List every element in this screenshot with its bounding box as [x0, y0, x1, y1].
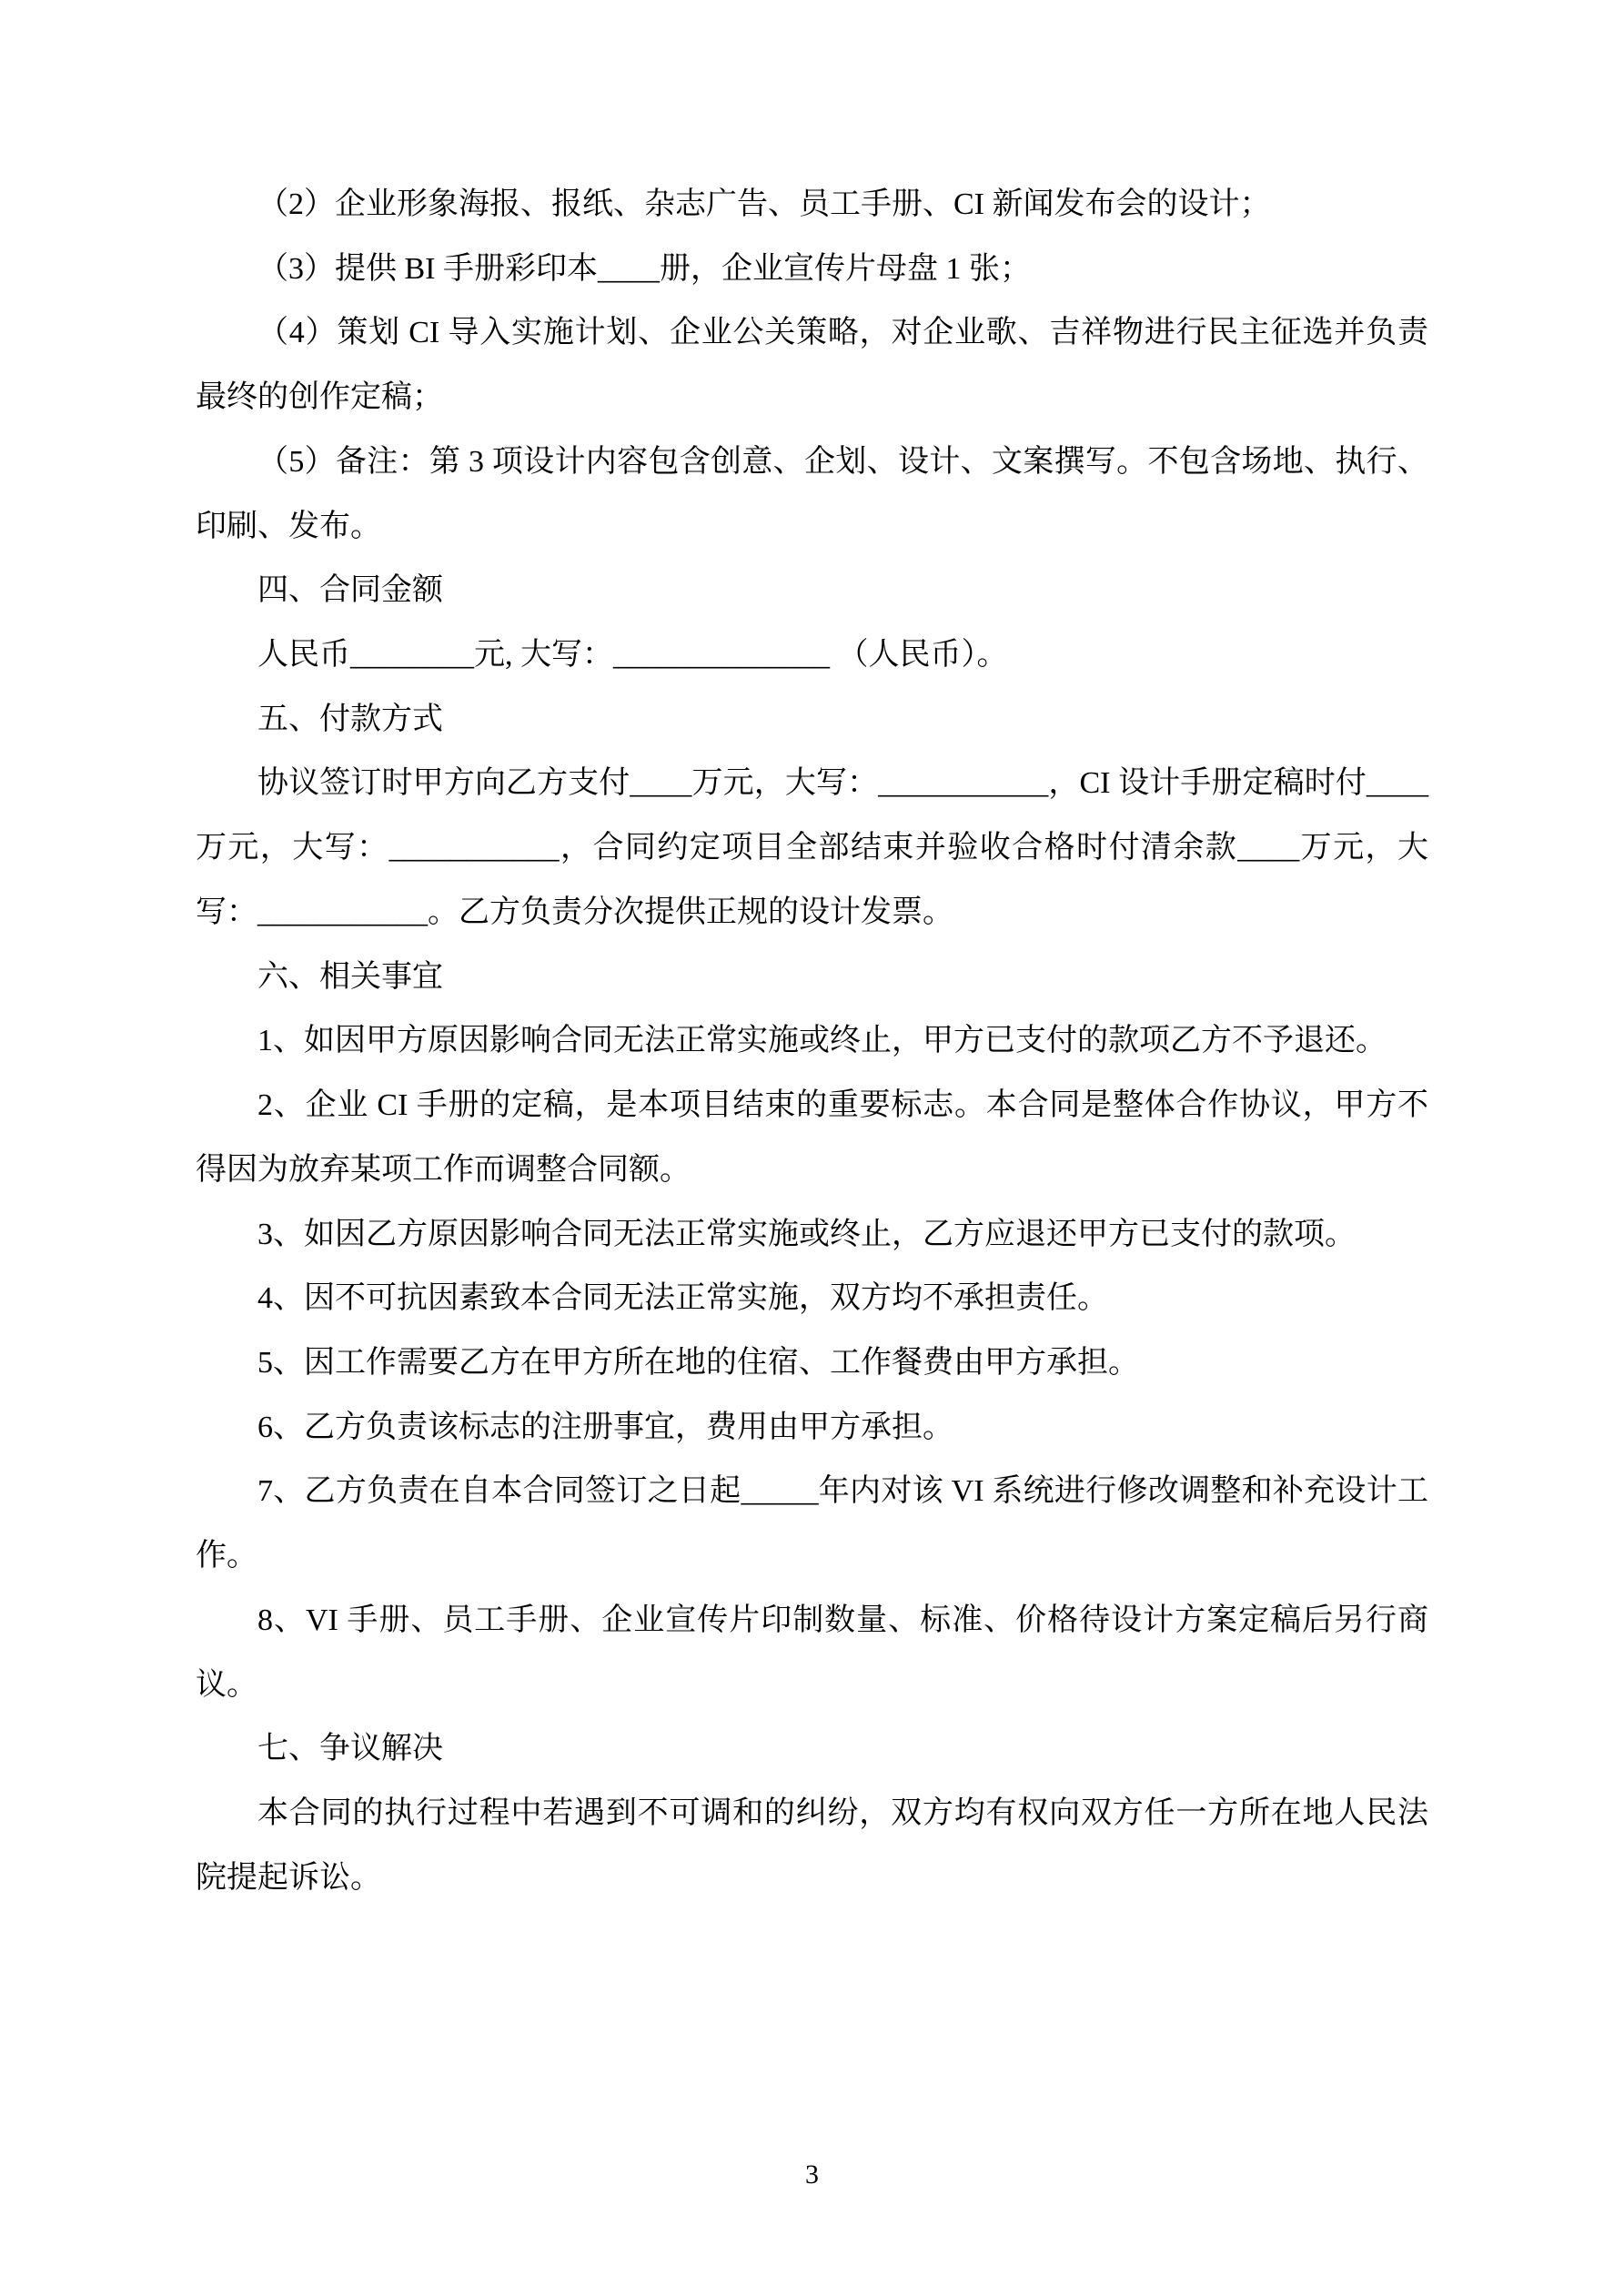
paragraph-item-2: （2）企业形象海报、报纸、杂志广告、员工手册、CI 新闻发布会的设计；: [257, 187, 1271, 221]
section-heading-4: 四、合同金额: [257, 573, 443, 608]
paragraph-clause-3: 3、如因乙方原因影响合同无法正常实施或终止，乙方应退还甲方已支付的款项。: [257, 1217, 1356, 1251]
paragraph-clause-1: 1、如因甲方原因影响合同无法正常实施或终止，甲方已支付的款项乙方不予退还。: [257, 1024, 1387, 1058]
document-body: [196, 173, 1428, 1910]
paragraph-clause-8: 8、VI 手册、员工手册、企业宣传片印制数量、标准、价格待设计方案定稿后另行商议。: [196, 1603, 1428, 1702]
paragraph-item-5: （5）备注：第 3 项设计内容包含创意、企划、设计、文案撰写。不包含场地、执行、印刷、发布。: [196, 444, 1428, 543]
paragraph-amount: 人民币________元, 大写：______________ （人民币）。: [257, 638, 1008, 673]
paragraph-item-4: （4）策划 CI 导入实施计划、企业公关策略，对企业歌、吉祥物进行民主征选并负责最终的创作定稿；: [196, 316, 1428, 415]
section-heading-6: 六、相关事宜: [257, 959, 443, 994]
paragraph-clause-4: 4、因不可抗因素致本合同无法正常实施，双方均不承担责任。: [257, 1281, 1108, 1316]
section-heading-7: 七、争议解决: [257, 1732, 443, 1766]
paragraph-clause-2: 2、企业 CI 手册的定稿，是本项目结束的重要标志。本合同是整体合作协议，甲方不得因为放弃某项工作而调整合同额。: [196, 1088, 1428, 1187]
paragraph-clause-7: 7、乙方负责在自本合同签订之日起_____年内对该 VI 系统进行修改调整和补充设计工作。: [196, 1474, 1428, 1573]
paragraph-item-3: （3）提供 BI 手册彩印本____册，企业宣传片母盘 1 张；: [257, 251, 1031, 286]
paragraph-clause-6: 6、乙方负责该标志的注册事宜，费用由甲方承担。: [257, 1410, 953, 1444]
paragraph-clause-5: 5、因工作需要乙方在甲方所在地的住宿、工作餐费由甲方承担。: [257, 1345, 1139, 1380]
paragraph-payment: 协议签订时甲方向乙方支付____万元，大写：___________，CI 设计手册定稿时付____万元，大写：___________，合同约定项目全部结束并验收合格时付清余款____万元，大写：___________。乙方负责分次提供正规的设计发票。: [196, 766, 1428, 929]
section-heading-5: 五、付款方式: [257, 702, 443, 736]
paragraph-dispute: 本合同的执行过程中若遇到不可调和的纠纷，双方均有权向双方任一方所在地人民法院提起诉讼。: [196, 1795, 1428, 1895]
page-number: 3: [805, 2159, 819, 2190]
